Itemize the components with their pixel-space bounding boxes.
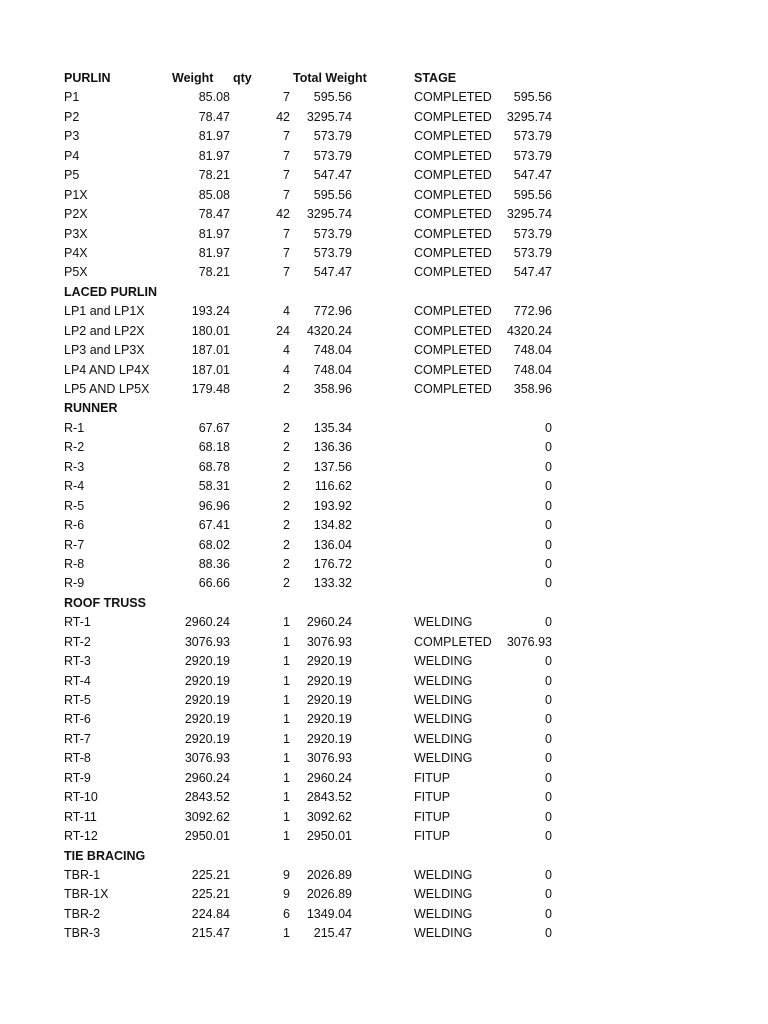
cell-weight: 2920.19 bbox=[184, 712, 230, 727]
cell-weight: 215.47 bbox=[191, 926, 230, 941]
cell-completed-weight: 0 bbox=[545, 731, 552, 746]
cell-total-weight: 3092.62 bbox=[306, 809, 352, 824]
table-row bbox=[0, 924, 768, 943]
header-total-weight: Total Weight bbox=[293, 71, 367, 85]
cell-total-weight: 547.47 bbox=[313, 265, 352, 280]
cell-total-weight: 2920.19 bbox=[306, 693, 352, 707]
table-row bbox=[0, 166, 768, 185]
table-row bbox=[0, 186, 768, 205]
table-row bbox=[0, 710, 768, 729]
section-header-row bbox=[0, 399, 768, 418]
cell-weight: 224.84 bbox=[191, 906, 230, 921]
cell-item-name: RT-9 bbox=[64, 770, 91, 785]
section-title: TIE BRACING bbox=[64, 848, 146, 863]
cell-item-name: RT-2 bbox=[64, 634, 91, 649]
cell-total-weight: 135.34 bbox=[313, 420, 352, 435]
cell-stage: COMPLETED bbox=[414, 226, 492, 241]
cell-item-name: RT-6 bbox=[64, 712, 91, 727]
cell-item-name: TBR-2 bbox=[64, 906, 101, 921]
table-row bbox=[0, 555, 768, 574]
cell-weight: 78.21 bbox=[198, 168, 230, 183]
cell-qty: 1 bbox=[283, 693, 290, 707]
cell-weight: 225.21 bbox=[191, 867, 230, 882]
cell-qty: 24 bbox=[276, 323, 290, 338]
cell-stage: COMPLETED bbox=[414, 362, 492, 377]
cell-item-name: P2X bbox=[64, 207, 88, 222]
cell-completed-weight: 358.96 bbox=[513, 382, 552, 396]
cell-total-weight: 2950.01 bbox=[306, 829, 352, 844]
cell-item-name: RT-8 bbox=[64, 751, 91, 766]
cell-item-name: P3X bbox=[64, 226, 88, 241]
table-row bbox=[0, 730, 768, 749]
cell-item-name: P3 bbox=[64, 129, 80, 144]
cell-item-name: RT-11 bbox=[64, 809, 97, 824]
cell-qty: 2 bbox=[283, 537, 290, 552]
table-body bbox=[0, 88, 768, 943]
cell-total-weight: 573.79 bbox=[313, 245, 352, 260]
cell-completed-weight: 0 bbox=[545, 770, 552, 785]
table-row bbox=[0, 127, 768, 146]
cell-stage: WELDING bbox=[414, 654, 473, 669]
cell-qty: 7 bbox=[283, 168, 290, 183]
cell-stage: WELDING bbox=[414, 867, 473, 882]
cell-completed-weight: 4320.24 bbox=[506, 323, 552, 338]
cell-completed-weight: 0 bbox=[545, 906, 552, 921]
table-row bbox=[0, 205, 768, 224]
table-row bbox=[0, 827, 768, 846]
table-row bbox=[0, 302, 768, 321]
header-qty: qty bbox=[233, 71, 252, 85]
cell-qty: 1 bbox=[283, 770, 290, 785]
cell-item-name: R-1 bbox=[64, 420, 85, 435]
cell-item-name: TBR-1 bbox=[64, 867, 101, 882]
cell-qty: 7 bbox=[283, 265, 290, 280]
section-header-row bbox=[0, 283, 768, 302]
cell-completed-weight: 0 bbox=[545, 809, 552, 824]
cell-stage: WELDING bbox=[414, 712, 473, 727]
cell-completed-weight: 573.79 bbox=[513, 129, 552, 144]
cell-item-name: P4 bbox=[64, 148, 80, 163]
table-row bbox=[0, 905, 768, 924]
cell-stage: FITUP bbox=[414, 829, 451, 844]
table-row bbox=[0, 361, 768, 380]
cell-qty: 1 bbox=[283, 751, 290, 766]
cell-item-name: LP4 AND LP4X bbox=[64, 362, 150, 377]
cell-item-name: R-9 bbox=[64, 576, 85, 591]
cell-stage: COMPLETED bbox=[414, 323, 492, 338]
cell-weight: 68.02 bbox=[198, 537, 230, 552]
cell-completed-weight: 748.04 bbox=[513, 343, 552, 358]
cell-completed-weight: 0 bbox=[545, 867, 552, 882]
cell-total-weight: 3295.74 bbox=[306, 109, 352, 124]
cell-qty: 2 bbox=[283, 459, 290, 474]
table-row bbox=[0, 458, 768, 477]
cell-qty: 7 bbox=[283, 148, 290, 163]
cell-item-name: RT-4 bbox=[64, 673, 91, 688]
cell-weight: 2920.19 bbox=[184, 654, 230, 669]
cell-qty: 4 bbox=[283, 304, 290, 319]
cell-item-name: R-7 bbox=[64, 537, 85, 552]
cell-weight: 2920.19 bbox=[184, 731, 230, 746]
cell-weight: 85.08 bbox=[198, 90, 230, 105]
cell-total-weight: 136.04 bbox=[313, 537, 352, 552]
cell-total-weight: 133.32 bbox=[313, 576, 352, 591]
cell-item-name: RT-7 bbox=[64, 731, 91, 746]
cell-weight: 2960.24 bbox=[184, 770, 230, 785]
cell-weight: 179.48 bbox=[191, 382, 230, 396]
cell-qty: 1 bbox=[283, 731, 290, 746]
header-stage: STAGE bbox=[414, 71, 457, 85]
header-weight: Weight bbox=[172, 71, 214, 85]
cell-qty: 9 bbox=[283, 887, 290, 902]
cell-stage: COMPLETED bbox=[414, 207, 492, 222]
table-row bbox=[0, 419, 768, 438]
cell-item-name: LP2 and LP2X bbox=[64, 323, 145, 338]
cell-qty: 7 bbox=[283, 226, 290, 241]
table-row bbox=[0, 516, 768, 535]
cell-completed-weight: 772.96 bbox=[513, 304, 552, 319]
table-row bbox=[0, 613, 768, 632]
cell-stage: WELDING bbox=[414, 926, 473, 941]
cell-total-weight: 547.47 bbox=[313, 168, 352, 183]
header-row bbox=[0, 69, 768, 88]
cell-stage: WELDING bbox=[414, 751, 473, 766]
table-row bbox=[0, 574, 768, 593]
cell-weight: 3092.62 bbox=[184, 809, 230, 824]
cell-completed-weight: 0 bbox=[545, 751, 552, 766]
cell-weight: 225.21 bbox=[191, 887, 230, 902]
table-row bbox=[0, 108, 768, 127]
cell-weight: 187.01 bbox=[191, 362, 230, 377]
cell-stage: WELDING bbox=[414, 887, 473, 902]
cell-total-weight: 134.82 bbox=[313, 518, 352, 533]
cell-total-weight: 215.47 bbox=[313, 926, 352, 941]
cell-completed-weight: 0 bbox=[545, 576, 552, 591]
cell-completed-weight: 547.47 bbox=[513, 265, 552, 280]
cell-item-name: R-3 bbox=[64, 459, 85, 474]
cell-qty: 7 bbox=[283, 245, 290, 260]
cell-weight: 78.47 bbox=[198, 207, 230, 222]
cell-total-weight: 136.36 bbox=[313, 440, 352, 455]
table-row bbox=[0, 808, 768, 827]
table-row bbox=[0, 672, 768, 691]
cell-qty: 4 bbox=[283, 343, 290, 358]
cell-completed-weight: 0 bbox=[545, 537, 552, 552]
table-row bbox=[0, 263, 768, 282]
cell-total-weight: 2960.24 bbox=[306, 770, 352, 785]
cell-total-weight: 2026.89 bbox=[306, 887, 352, 902]
table-row bbox=[0, 652, 768, 671]
cell-weight: 2843.52 bbox=[184, 790, 230, 805]
table-row bbox=[0, 749, 768, 768]
cell-stage: COMPLETED bbox=[414, 343, 492, 358]
cell-weight: 187.01 bbox=[191, 343, 230, 358]
cell-total-weight: 772.96 bbox=[313, 304, 352, 319]
cell-stage: WELDING bbox=[414, 731, 473, 746]
cell-weight: 2950.01 bbox=[184, 829, 230, 844]
table-row bbox=[0, 438, 768, 457]
cell-total-weight: 1349.04 bbox=[306, 906, 352, 921]
cell-item-name: P1X bbox=[64, 187, 88, 202]
cell-qty: 2 bbox=[283, 518, 290, 533]
cell-item-name: RT-12 bbox=[64, 829, 98, 844]
cell-completed-weight: 573.79 bbox=[513, 245, 552, 260]
cell-completed-weight: 0 bbox=[545, 926, 552, 941]
table-row bbox=[0, 788, 768, 807]
cell-weight: 180.01 bbox=[191, 323, 230, 338]
cell-weight: 81.97 bbox=[198, 129, 230, 144]
cell-item-name: R-2 bbox=[64, 440, 85, 455]
table-row bbox=[0, 341, 768, 360]
cell-completed-weight: 0 bbox=[545, 440, 552, 455]
cell-total-weight: 4320.24 bbox=[306, 323, 352, 338]
cell-qty: 42 bbox=[276, 109, 290, 124]
cell-qty: 1 bbox=[283, 790, 290, 805]
section-title: RUNNER bbox=[64, 401, 118, 416]
table-row bbox=[0, 147, 768, 166]
cell-qty: 7 bbox=[283, 187, 290, 202]
cell-weight: 3076.93 bbox=[184, 751, 230, 766]
cell-total-weight: 595.56 bbox=[313, 187, 352, 202]
cell-stage: FITUP bbox=[414, 809, 451, 824]
cell-weight: 68.78 bbox=[198, 459, 230, 474]
cell-qty: 1 bbox=[283, 809, 290, 824]
cell-qty: 7 bbox=[283, 129, 290, 144]
table-row bbox=[0, 477, 768, 496]
cell-stage: COMPLETED bbox=[414, 168, 492, 183]
cell-total-weight: 2920.19 bbox=[306, 731, 352, 746]
cell-stage: COMPLETED bbox=[414, 265, 492, 280]
cell-item-name: R-6 bbox=[64, 518, 85, 533]
cell-completed-weight: 0 bbox=[545, 790, 552, 805]
cell-stage: FITUP bbox=[414, 790, 451, 805]
cell-total-weight: 3295.74 bbox=[306, 207, 352, 222]
cell-stage: WELDING bbox=[414, 615, 473, 630]
cell-completed-weight: 0 bbox=[545, 887, 552, 902]
cell-total-weight: 748.04 bbox=[313, 343, 352, 358]
cell-completed-weight: 3295.74 bbox=[506, 207, 552, 222]
cell-stage: COMPLETED bbox=[414, 109, 492, 124]
cell-weight: 66.66 bbox=[198, 576, 230, 591]
cell-weight: 67.67 bbox=[198, 420, 230, 435]
cell-completed-weight: 595.56 bbox=[513, 90, 552, 105]
table-row bbox=[0, 769, 768, 788]
cell-item-name: TBR-3 bbox=[64, 926, 101, 941]
cell-qty: 2 bbox=[283, 556, 290, 571]
cell-total-weight: 193.92 bbox=[313, 498, 352, 513]
cell-qty: 2 bbox=[283, 420, 290, 435]
cell-completed-weight: 3295.74 bbox=[506, 109, 552, 124]
table-row bbox=[0, 691, 768, 710]
cell-stage: WELDING bbox=[414, 906, 473, 921]
spreadsheet bbox=[0, 69, 768, 944]
cell-completed-weight: 0 bbox=[545, 673, 552, 688]
cell-qty: 9 bbox=[283, 867, 290, 882]
cell-completed-weight: 573.79 bbox=[513, 226, 552, 241]
cell-total-weight: 358.96 bbox=[313, 382, 352, 396]
cell-total-weight: 176.72 bbox=[313, 556, 352, 571]
cell-weight: 85.08 bbox=[198, 187, 230, 202]
cell-total-weight: 573.79 bbox=[313, 226, 352, 241]
cell-weight: 96.96 bbox=[198, 498, 230, 513]
cell-completed-weight: 0 bbox=[545, 518, 552, 533]
table-row bbox=[0, 885, 768, 904]
cell-total-weight: 2920.19 bbox=[306, 654, 352, 669]
cell-completed-weight: 595.56 bbox=[513, 187, 552, 202]
cell-item-name: R-5 bbox=[64, 498, 85, 513]
cell-stage: COMPLETED bbox=[414, 245, 492, 260]
cell-stage: COMPLETED bbox=[414, 634, 492, 649]
cell-qty: 1 bbox=[283, 673, 290, 688]
cell-completed-weight: 0 bbox=[545, 712, 552, 727]
cell-weight: 67.41 bbox=[198, 518, 230, 533]
cell-weight: 78.21 bbox=[198, 265, 230, 280]
section-header-row bbox=[0, 594, 768, 613]
section-title: LACED PURLIN bbox=[64, 284, 158, 299]
cell-total-weight: 748.04 bbox=[313, 362, 352, 377]
cell-qty: 7 bbox=[283, 90, 290, 105]
cell-completed-weight: 573.79 bbox=[513, 148, 552, 163]
cell-item-name: P5X bbox=[64, 265, 88, 280]
cell-item-name: RT-5 bbox=[64, 693, 91, 707]
cell-qty: 1 bbox=[283, 615, 290, 630]
cell-item-name: LP1 and LP1X bbox=[64, 304, 145, 319]
table-row bbox=[0, 866, 768, 885]
cell-qty: 2 bbox=[283, 382, 290, 396]
cell-qty: 2 bbox=[283, 440, 290, 455]
cell-qty: 1 bbox=[283, 712, 290, 727]
cell-qty: 2 bbox=[283, 576, 290, 591]
cell-item-name: P2 bbox=[64, 109, 80, 124]
cell-total-weight: 3076.93 bbox=[306, 751, 352, 766]
cell-weight: 2960.24 bbox=[184, 615, 230, 630]
cell-qty: 1 bbox=[283, 829, 290, 844]
cell-item-name: P4X bbox=[64, 245, 88, 260]
cell-item-name: RT-10 bbox=[64, 790, 98, 805]
section-header-row bbox=[0, 847, 768, 866]
cell-item-name: TBR-1X bbox=[64, 887, 109, 902]
cell-total-weight: 2026.89 bbox=[306, 867, 352, 882]
cell-item-name: R-4 bbox=[64, 479, 85, 494]
cell-weight: 2920.19 bbox=[184, 673, 230, 688]
cell-qty: 6 bbox=[283, 906, 290, 921]
cell-qty: 2 bbox=[283, 498, 290, 513]
cell-completed-weight: 0 bbox=[545, 498, 552, 513]
cell-weight: 78.47 bbox=[198, 109, 230, 124]
cell-qty: 1 bbox=[283, 926, 290, 941]
table-row bbox=[0, 536, 768, 555]
cell-stage: WELDING bbox=[414, 693, 473, 707]
cell-completed-weight: 0 bbox=[545, 479, 552, 494]
cell-item-name: LP5 AND LP5X bbox=[64, 382, 150, 396]
cell-completed-weight: 3076.93 bbox=[506, 634, 552, 649]
cell-total-weight: 116.62 bbox=[314, 479, 352, 494]
cell-total-weight: 2920.19 bbox=[306, 673, 352, 688]
cell-weight: 81.97 bbox=[198, 245, 230, 260]
cell-completed-weight: 748.04 bbox=[513, 362, 552, 377]
cell-item-name: P5 bbox=[64, 168, 80, 183]
cell-weight: 58.31 bbox=[198, 479, 230, 494]
cell-item-name: P1 bbox=[64, 90, 80, 105]
header-purlin: PURLIN bbox=[64, 71, 111, 85]
cell-item-name: RT-3 bbox=[64, 654, 91, 669]
cell-qty: 1 bbox=[283, 634, 290, 649]
cell-stage: COMPLETED bbox=[414, 148, 492, 163]
cell-total-weight: 3076.93 bbox=[306, 634, 352, 649]
cell-item-name: LP3 and LP3X bbox=[64, 343, 145, 358]
cell-completed-weight: 547.47 bbox=[513, 168, 552, 183]
cell-weight: 81.97 bbox=[198, 226, 230, 241]
cell-weight: 193.24 bbox=[191, 304, 230, 319]
cell-total-weight: 573.79 bbox=[313, 129, 352, 144]
cell-total-weight: 2920.19 bbox=[306, 712, 352, 727]
cell-total-weight: 2960.24 bbox=[306, 615, 352, 630]
cell-total-weight: 2843.52 bbox=[306, 790, 352, 805]
table-row bbox=[0, 225, 768, 244]
cell-weight: 81.97 bbox=[198, 148, 230, 163]
table-row bbox=[0, 380, 768, 399]
cell-qty: 2 bbox=[283, 479, 290, 494]
cell-qty: 42 bbox=[276, 207, 290, 222]
table-row bbox=[0, 244, 768, 263]
cell-completed-weight: 0 bbox=[545, 420, 552, 435]
cell-completed-weight: 0 bbox=[545, 829, 552, 844]
table-row bbox=[0, 497, 768, 516]
section-title: ROOF TRUSS bbox=[64, 595, 146, 610]
cell-qty: 1 bbox=[283, 654, 290, 669]
cell-stage: COMPLETED bbox=[414, 304, 492, 319]
cell-weight: 68.18 bbox=[198, 440, 230, 455]
cell-item-name: R-8 bbox=[64, 556, 85, 571]
cell-completed-weight: 0 bbox=[545, 556, 552, 571]
cell-stage: COMPLETED bbox=[414, 129, 492, 144]
table-row bbox=[0, 633, 768, 652]
cell-weight: 88.36 bbox=[198, 556, 230, 571]
cell-total-weight: 573.79 bbox=[313, 148, 352, 163]
cell-stage: COMPLETED bbox=[414, 382, 492, 396]
table-row bbox=[0, 88, 768, 107]
cell-completed-weight: 0 bbox=[545, 615, 552, 630]
cell-stage: COMPLETED bbox=[414, 187, 492, 202]
cell-completed-weight: 0 bbox=[545, 693, 552, 707]
cell-item-name: RT-1 bbox=[64, 615, 91, 630]
cell-qty: 4 bbox=[283, 362, 290, 377]
cell-weight: 2920.19 bbox=[184, 693, 230, 707]
cell-stage: FITUP bbox=[414, 770, 451, 785]
cell-total-weight: 595.56 bbox=[313, 90, 352, 105]
cell-stage: WELDING bbox=[414, 673, 473, 688]
cell-weight: 3076.93 bbox=[184, 634, 230, 649]
cell-completed-weight: 0 bbox=[545, 459, 552, 474]
cell-stage: COMPLETED bbox=[414, 90, 492, 105]
table-row bbox=[0, 322, 768, 341]
cell-completed-weight: 0 bbox=[545, 654, 552, 669]
cell-total-weight: 137.56 bbox=[313, 459, 352, 474]
